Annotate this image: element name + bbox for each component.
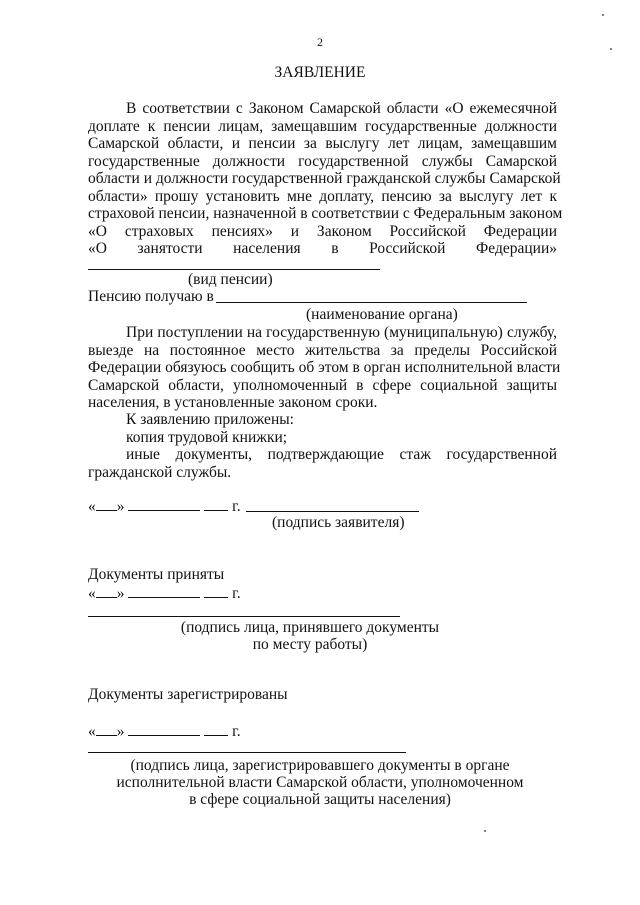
intro-line: Самарской области, и пенсии за выслугу лет лицам, замещавшим (88, 135, 557, 152)
organ-name-blank[interactable] (216, 302, 527, 303)
month-blank[interactable] (128, 722, 200, 736)
document-title: ЗАЯВЛЕНИЕ (274, 64, 366, 81)
registered-caption-line: (подпись лица, зарегистрировавшего документы в органе (130, 757, 510, 774)
open-quote: « (88, 498, 96, 515)
intro-line: области» прошу установить мне доплату, пенсию за выслугу лет к (88, 187, 557, 205)
registered-caption-line: в сфере социальной защиты населения) (189, 791, 451, 808)
close-quote: » (116, 723, 125, 740)
accepted-signature-blank[interactable] (88, 616, 400, 617)
year-suffix: г. (232, 498, 241, 515)
day-blank[interactable] (96, 722, 117, 736)
accepted-date-field[interactable] (88, 584, 241, 602)
documents-registered-label: Документы зарегистрированы (88, 686, 288, 703)
intro-line: «О страховых пенсиях» и Законом Российской Федерации (88, 222, 557, 240)
attachments-heading: К заявлению приложены: (126, 411, 294, 428)
intro-line: доплате к пенсии лицам, замещавшим государственные должности (88, 117, 557, 135)
obligation-line: Федерации обязуюсь сообщить об этом в орган исполнительной власти (88, 359, 561, 376)
attachment-item: копия трудовой книжки; (126, 428, 288, 446)
obligation-line: населения, в установленные законом сроки. (88, 394, 378, 411)
year-suffix: г. (232, 585, 241, 602)
intro-line: «О занятости населения в Российской Федерации» (88, 240, 557, 257)
close-quote: » (116, 498, 125, 515)
intro-line: В соответствии с Законом Самарской области «О ежемесячной (126, 100, 557, 117)
organ-name-caption: (наименование органа) (306, 306, 458, 323)
registered-caption-line: исполнительной власти Самарской области, уполномоченном (116, 774, 524, 791)
pension-type-blank[interactable] (88, 269, 380, 270)
registered-signature-blank[interactable] (88, 752, 406, 753)
day-blank[interactable] (96, 584, 117, 598)
attachment-item-continuation: гражданской службы. (88, 463, 232, 481)
pension-received-label: Пенсию получаю в (88, 288, 214, 305)
scan-speck (484, 830, 486, 832)
obligation-line: Самарской области, уполномоченный в сфере социальной защиты (88, 376, 557, 394)
intro-line: государственные должности государственной службы Самарской (88, 152, 557, 170)
page-number: 2 (317, 35, 323, 49)
attachment-item: иные документы, подтверждающие стаж государственной (126, 446, 557, 463)
year-blank[interactable] (204, 497, 228, 511)
obligation-line: При поступлении на государственную (муниципальную) службу, (126, 324, 557, 341)
scan-speck (610, 48, 612, 50)
month-blank[interactable] (128, 497, 200, 511)
accepted-caption-line: (подпись лица, принявшего документы (180, 619, 440, 636)
year-blank[interactable] (204, 584, 228, 598)
year-suffix: г. (232, 723, 241, 740)
open-quote: « (88, 723, 96, 740)
year-blank[interactable] (204, 722, 228, 736)
pension-type-caption: (вид пенсии) (188, 271, 273, 288)
documents-accepted-label: Документы приняты (88, 566, 225, 583)
intro-line: страховой пенсии, назначенной в соответствии с Федеральным законом (88, 205, 563, 222)
obligation-line: выезде на постоянное место жительства за пределы Российской (88, 341, 557, 359)
registered-date-field[interactable] (88, 722, 241, 740)
close-quote: » (116, 585, 125, 602)
applicant-signature-caption: (подпись заявителя) (272, 514, 405, 531)
day-blank[interactable] (96, 497, 117, 511)
applicant-signature-blank[interactable] (246, 511, 419, 512)
intro-line: области и должности государственной гражданской службы Самарской (88, 170, 561, 187)
accepted-caption-line: по месту работы) (252, 636, 368, 653)
scan-speck (602, 14, 604, 16)
open-quote: « (88, 585, 96, 602)
month-blank[interactable] (128, 584, 200, 598)
applicant-date-field[interactable] (88, 497, 241, 515)
